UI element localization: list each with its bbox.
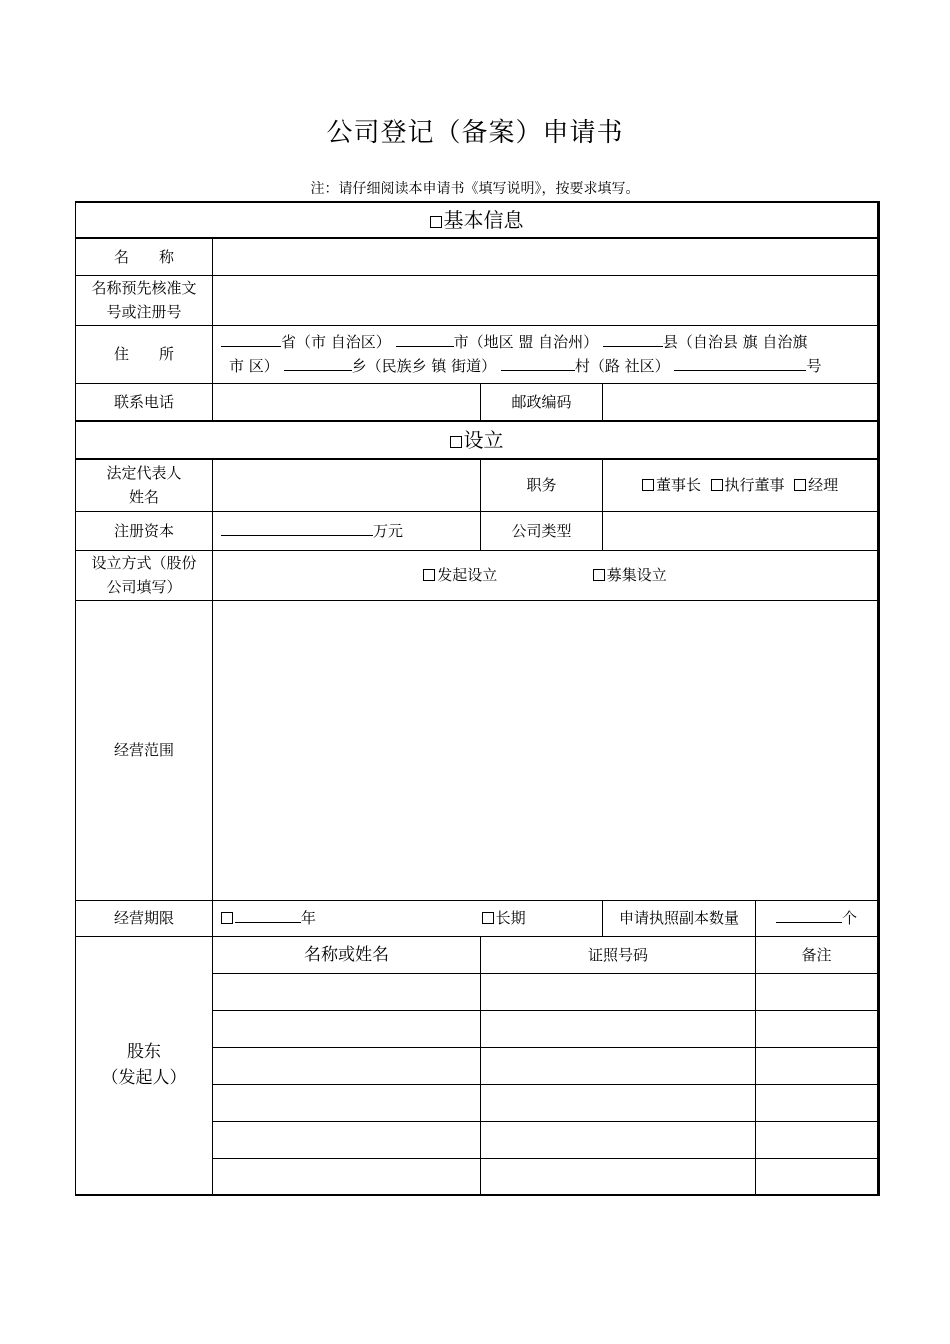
shareholder-name-cell[interactable] — [213, 973, 481, 1010]
copies-label: 申请执照副本数量 — [603, 900, 756, 936]
city-blank[interactable] — [396, 331, 454, 347]
checkbox-basic-info[interactable] — [430, 216, 442, 228]
address-field[interactable] — [213, 325, 879, 383]
method-label — [76, 550, 213, 600]
shareholder-id-cell[interactable] — [481, 1010, 756, 1047]
capital-field[interactable] — [213, 511, 481, 550]
position-label: 职务 — [481, 459, 603, 511]
copies-field[interactable] — [756, 900, 879, 936]
option-promotion: 发起设立 — [437, 566, 498, 584]
section-basic-info — [76, 202, 879, 238]
name-label: 名 称 — [76, 238, 213, 275]
shareholder-name-cell[interactable] — [213, 1084, 481, 1121]
form-title: 公司登记（备案）申请书 — [326, 118, 624, 148]
township-blank[interactable] — [284, 355, 352, 371]
county-suffix: 县（自治县 旗 自治旗 — [662, 333, 808, 351]
district-suffix: 市 区） — [229, 357, 279, 375]
option-subscription: 募集设立 — [606, 566, 667, 584]
term-year-unit: 年 — [301, 909, 317, 927]
shareholder-name-cell[interactable] — [213, 1010, 481, 1047]
county-blank[interactable] — [603, 331, 663, 347]
shareholder-id-cell[interactable] — [481, 1047, 756, 1084]
copies-blank[interactable] — [776, 907, 842, 923]
address-label: 住 所 — [76, 325, 213, 383]
legal-rep-label — [76, 459, 213, 511]
form-note: 注：请仔细阅读本申请书《填写说明》，按要求填写。 — [310, 181, 640, 197]
checkbox-establish[interactable] — [450, 436, 462, 448]
position-options — [603, 459, 879, 511]
col-header-name: 名称或姓名 — [213, 936, 481, 973]
shareholder-name-cell[interactable] — [213, 1158, 481, 1195]
village-blank[interactable] — [501, 355, 575, 371]
option-manager: 经理 — [808, 476, 839, 495]
number-blank[interactable] — [674, 355, 806, 371]
term-long-label: 长期 — [495, 909, 526, 927]
scope-label: 经营范围 — [76, 600, 213, 900]
city-suffix: 市（地区 盟 自治州） — [453, 333, 599, 351]
checkbox-term-years[interactable] — [221, 912, 233, 924]
col-header-id: 证照号码 — [481, 936, 756, 973]
col-header-note: 备注 — [756, 936, 879, 973]
legal-rep-label-line1: 法定代表人 — [106, 464, 182, 483]
option-executive-director: 执行董事 — [724, 476, 785, 495]
option-chairman: 董事长 — [655, 476, 701, 495]
capital-unit: 万元 — [373, 521, 404, 540]
term-label: 经营期限 — [76, 900, 213, 936]
legal-rep-label-line2: 姓名 — [128, 488, 159, 507]
prelim-approval-field[interactable] — [213, 275, 879, 325]
shareholder-note-cell[interactable] — [756, 973, 879, 1010]
shareholder-note-cell[interactable] — [756, 1121, 879, 1158]
prelim-approval-label-line1: 名称预先核准文 — [91, 279, 197, 297]
shareholders-label-line2: （发起人） — [101, 1068, 187, 1089]
village-suffix: 村（路 社区） — [574, 357, 670, 375]
section-basic-info-label: 基本信息 — [443, 208, 524, 232]
application-form-table — [75, 201, 880, 1196]
section-establish — [76, 421, 879, 459]
shareholder-id-cell[interactable] — [481, 1121, 756, 1158]
checkbox-executive-director[interactable] — [711, 479, 723, 491]
section-establish-label: 设立 — [463, 428, 504, 452]
shareholder-name-cell[interactable] — [213, 1047, 481, 1084]
method-options — [213, 550, 879, 600]
checkbox-promotion[interactable] — [423, 569, 435, 581]
number-suffix: 号 — [806, 357, 822, 375]
postcode-field[interactable] — [603, 383, 879, 421]
shareholder-note-cell[interactable] — [756, 1047, 879, 1084]
company-type-label: 公司类型 — [481, 511, 603, 550]
checkbox-term-long[interactable] — [482, 912, 494, 924]
shareholder-id-cell[interactable] — [481, 1084, 756, 1121]
shareholder-note-cell[interactable] — [756, 1010, 879, 1047]
shareholders-label-line1: 股东 — [127, 1042, 161, 1063]
phone-label: 联系电话 — [76, 383, 213, 421]
shareholder-id-cell[interactable] — [481, 1158, 756, 1195]
checkbox-manager[interactable] — [794, 479, 806, 491]
phone-field[interactable] — [213, 383, 481, 421]
legal-rep-field[interactable] — [213, 459, 481, 511]
prelim-approval-label-line2: 号或注册号 — [106, 303, 182, 321]
capital-label: 注册资本 — [76, 511, 213, 550]
company-type-field[interactable] — [603, 511, 879, 550]
shareholder-note-cell[interactable] — [756, 1158, 879, 1195]
term-years-blank[interactable] — [235, 907, 301, 923]
method-label-line1: 设立方式（股份 — [91, 554, 197, 572]
shareholder-note-cell[interactable] — [756, 1084, 879, 1121]
shareholders-label — [76, 936, 213, 1195]
checkbox-subscription[interactable] — [593, 569, 605, 581]
term-options — [213, 900, 603, 936]
name-field[interactable] — [213, 238, 879, 275]
postcode-label: 邮政编码 — [481, 383, 603, 421]
shareholder-id-cell[interactable] — [481, 973, 756, 1010]
scope-field[interactable] — [213, 600, 879, 900]
province-suffix: 省（市 自治区） — [281, 333, 391, 351]
copies-unit: 个 — [842, 909, 858, 927]
township-suffix: 乡（民族乡 镇 街道） — [351, 357, 497, 375]
shareholder-name-cell[interactable] — [213, 1121, 481, 1158]
province-blank[interactable] — [221, 331, 281, 347]
prelim-approval-label — [76, 275, 213, 325]
method-label-line2: 公司填写） — [106, 578, 182, 596]
checkbox-chairman[interactable] — [642, 479, 654, 491]
capital-blank[interactable] — [221, 520, 373, 536]
